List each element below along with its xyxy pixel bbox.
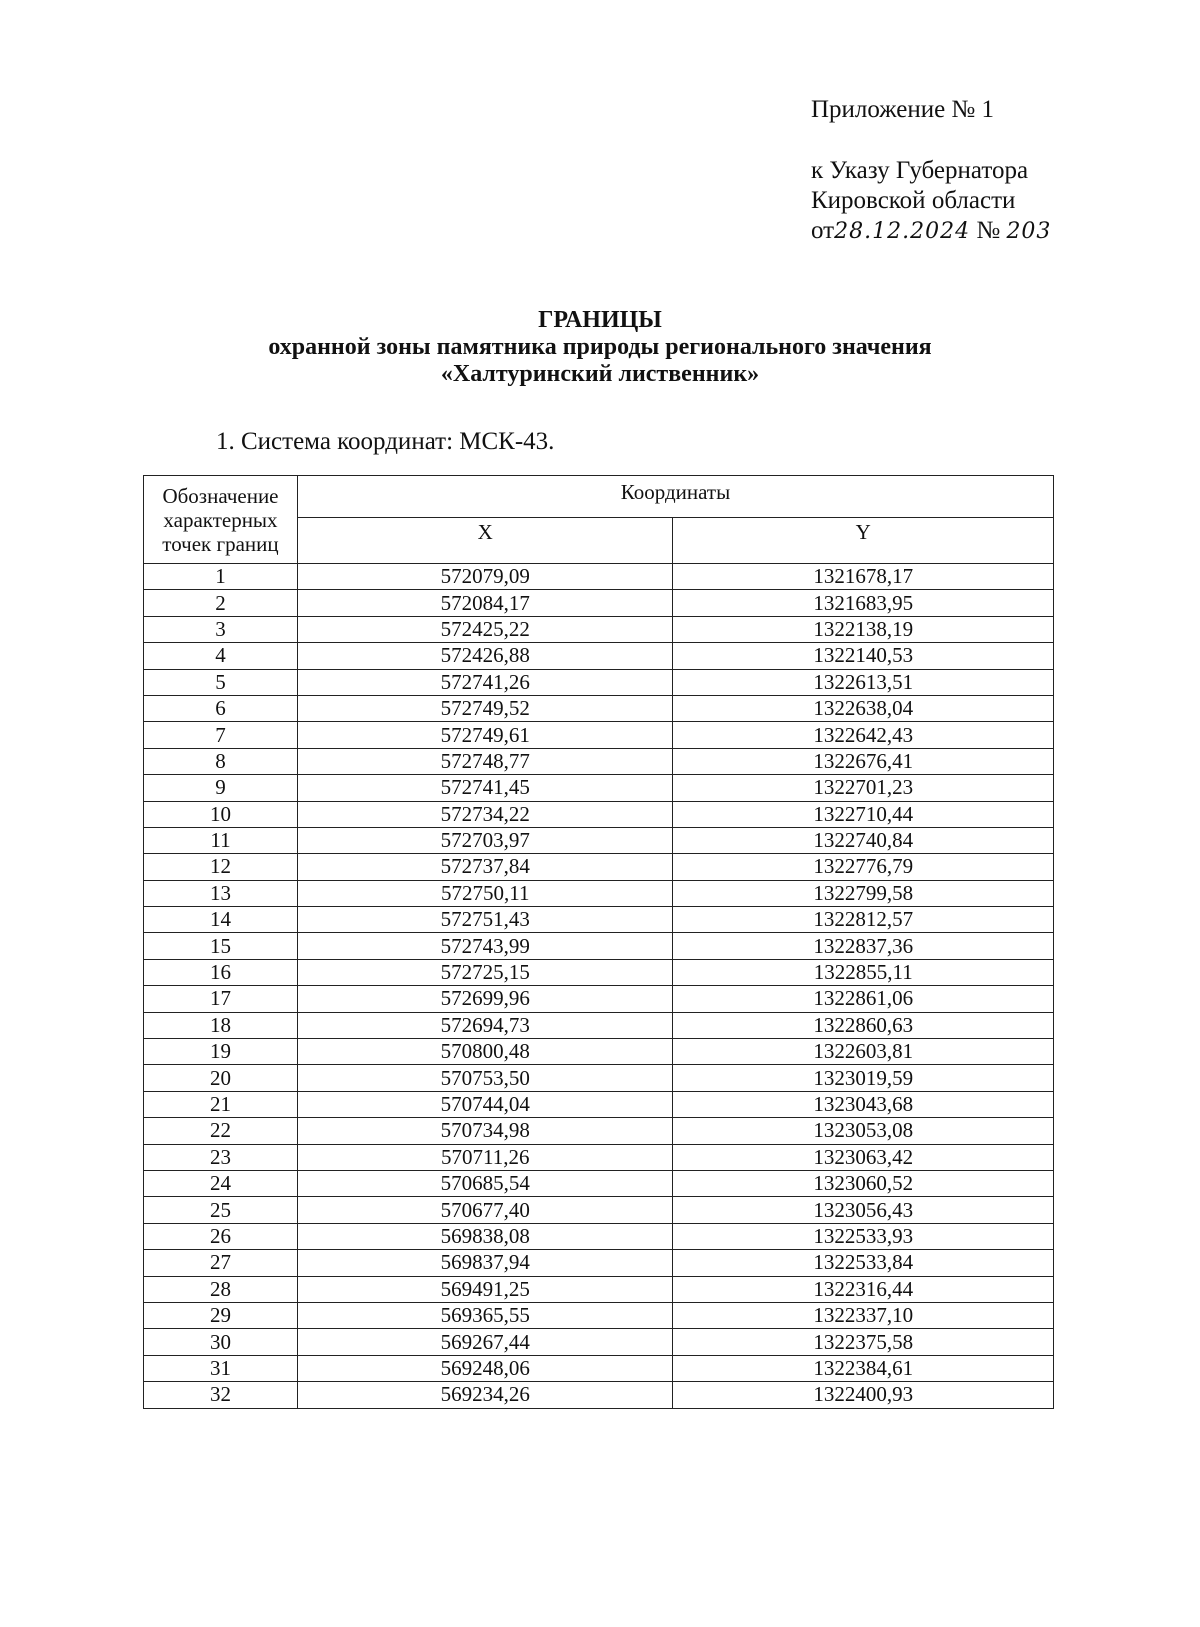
point-number: 25 [144,1197,298,1223]
y-coordinate: 1321678,17 [673,564,1054,590]
x-coordinate: 570753,50 [297,1065,673,1091]
table-row [144,590,1054,616]
x-coordinate: 572694,73 [297,1012,673,1038]
point-number: 19 [144,1039,298,1065]
x-coordinate: 572741,26 [297,669,673,695]
point-number: 1 [144,564,298,590]
document-subtitle-line1: охранной зоны памятника природы регионального значения [268,334,932,360]
point-number: 14 [144,907,298,933]
y-coordinate: 1322638,04 [673,695,1054,721]
point-number: 23 [144,1144,298,1170]
table-row [144,1382,1054,1408]
point-number: 17 [144,986,298,1012]
point-number: 12 [144,854,298,880]
y-coordinate: 1322701,23 [673,775,1054,801]
y-coordinate: 1322140,53 [673,643,1054,669]
x-coordinate: 569365,55 [297,1302,673,1328]
table-row [144,1223,1054,1249]
point-number: 28 [144,1276,298,1302]
point-number: 26 [144,1223,298,1249]
x-coordinate: 572703,97 [297,827,673,853]
table-row [144,801,1054,827]
date-prefix: от [811,217,835,244]
handwritten-date: 28.12.2024 [834,219,971,244]
table-row [144,564,1054,590]
x-coordinate: 572743,99 [297,933,673,959]
header-point-designation: Обозначение характерных точек границ [144,476,298,564]
header-x: X [297,518,673,564]
table-row [144,775,1054,801]
x-coordinate: 572749,61 [297,722,673,748]
x-coordinate: 569234,26 [297,1382,673,1408]
x-coordinate: 572749,52 [297,695,673,721]
table-row [144,722,1054,748]
x-coordinate: 569837,94 [297,1250,673,1276]
table-row [144,1276,1054,1302]
x-coordinate: 572084,17 [297,590,673,616]
y-coordinate: 1322740,84 [673,827,1054,853]
point-number: 24 [144,1170,298,1196]
x-coordinate: 572426,88 [297,643,673,669]
table-row [144,854,1054,880]
document-title: ГРАНИЦЫ [538,307,662,333]
y-coordinate: 1322642,43 [673,722,1054,748]
point-number: 31 [144,1355,298,1381]
x-coordinate: 572699,96 [297,986,673,1012]
point-number: 27 [144,1250,298,1276]
point-number: 11 [144,827,298,853]
decree-ref-line2: Кировской области [811,187,1016,214]
y-coordinate: 1322337,10 [673,1302,1054,1328]
x-coordinate: 569248,06 [297,1355,673,1381]
y-coordinate: 1322384,61 [673,1355,1054,1381]
point-number: 5 [144,669,298,695]
point-number: 30 [144,1329,298,1355]
header-coordinates: Координаты [297,476,1053,518]
x-coordinate: 572750,11 [297,880,673,906]
x-coordinate: 570711,26 [297,1144,673,1170]
table-row [144,695,1054,721]
table-row [144,1250,1054,1276]
point-number: 2 [144,590,298,616]
y-coordinate: 1323060,52 [673,1170,1054,1196]
x-coordinate: 572748,77 [297,748,673,774]
x-coordinate: 570744,04 [297,1091,673,1117]
point-number: 18 [144,1012,298,1038]
y-coordinate: 1322533,93 [673,1223,1054,1249]
y-coordinate: 1322710,44 [673,801,1054,827]
point-number: 32 [144,1382,298,1408]
x-coordinate: 572425,22 [297,616,673,642]
y-coordinate: 1323056,43 [673,1197,1054,1223]
table-row [144,1144,1054,1170]
point-number: 7 [144,722,298,748]
y-coordinate: 1322799,58 [673,880,1054,906]
y-coordinate: 1322860,63 [673,1012,1054,1038]
table-row [144,1039,1054,1065]
point-number: 20 [144,1065,298,1091]
x-coordinate: 569491,25 [297,1276,673,1302]
x-coordinate: 572737,84 [297,854,673,880]
table-row [144,1170,1054,1196]
table-row [144,643,1054,669]
y-coordinate: 1323063,42 [673,1144,1054,1170]
y-coordinate: 1322533,84 [673,1250,1054,1276]
y-coordinate: 1322861,06 [673,986,1054,1012]
coordinates-table [143,475,1054,1409]
y-coordinate: 1322837,36 [673,933,1054,959]
point-number: 9 [144,775,298,801]
x-coordinate: 572079,09 [297,564,673,590]
y-coordinate: 1323043,68 [673,1091,1054,1117]
table-row [144,1197,1054,1223]
table-row [144,907,1054,933]
x-coordinate: 570800,48 [297,1039,673,1065]
table-row [144,880,1054,906]
point-number: 15 [144,933,298,959]
point-number: 13 [144,880,298,906]
table-row [144,1118,1054,1144]
x-coordinate: 570685,54 [297,1170,673,1196]
point-number: 16 [144,959,298,985]
coordinate-system-label: 1. Система координат: МСК-43. [216,428,555,455]
header-y: Y [673,518,1054,564]
table-row [144,959,1054,985]
point-number: 6 [144,695,298,721]
point-number: 22 [144,1118,298,1144]
point-number: 21 [144,1091,298,1117]
table-row [144,1302,1054,1328]
table-row [144,616,1054,642]
x-coordinate: 572751,43 [297,907,673,933]
decree-date-line [811,216,1051,247]
table-row [144,986,1054,1012]
decree-ref-line1: к Указу Губернатора [811,157,1029,184]
table-row [144,1012,1054,1038]
x-coordinate: 570677,40 [297,1197,673,1223]
y-coordinate: 1322316,44 [673,1276,1054,1302]
y-coordinate: 1322855,11 [673,959,1054,985]
point-number: 10 [144,801,298,827]
document-subtitle-line2: «Халтуринский лиственник» [440,361,760,387]
number-prefix: № [976,217,1001,244]
y-coordinate: 1322776,79 [673,854,1054,880]
table-row [144,827,1054,853]
point-number: 29 [144,1302,298,1328]
y-coordinate: 1322375,58 [673,1329,1054,1355]
y-coordinate: 1322676,41 [673,748,1054,774]
x-coordinate: 570734,98 [297,1118,673,1144]
handwritten-number: 203 [1006,219,1052,244]
y-coordinate: 1322138,19 [673,616,1054,642]
table-row [144,1091,1054,1117]
y-coordinate: 1322400,93 [673,1382,1054,1408]
table-row [144,1329,1054,1355]
x-coordinate: 572734,22 [297,801,673,827]
table-row [144,748,1054,774]
y-coordinate: 1322812,57 [673,907,1054,933]
point-number: 3 [144,616,298,642]
y-coordinate: 1323019,59 [673,1065,1054,1091]
point-number: 4 [144,643,298,669]
table-row [144,669,1054,695]
appendix-number: Приложение № 1 [811,96,995,123]
y-coordinate: 1323053,08 [673,1118,1054,1144]
table-row [144,1065,1054,1091]
x-coordinate: 572741,45 [297,775,673,801]
point-number: 8 [144,748,298,774]
table-row [144,1355,1054,1381]
x-coordinate: 572725,15 [297,959,673,985]
y-coordinate: 1322603,81 [673,1039,1054,1065]
x-coordinate: 569267,44 [297,1329,673,1355]
x-coordinate: 569838,08 [297,1223,673,1249]
table-row [144,933,1054,959]
y-coordinate: 1322613,51 [673,669,1054,695]
y-coordinate: 1321683,95 [673,590,1054,616]
